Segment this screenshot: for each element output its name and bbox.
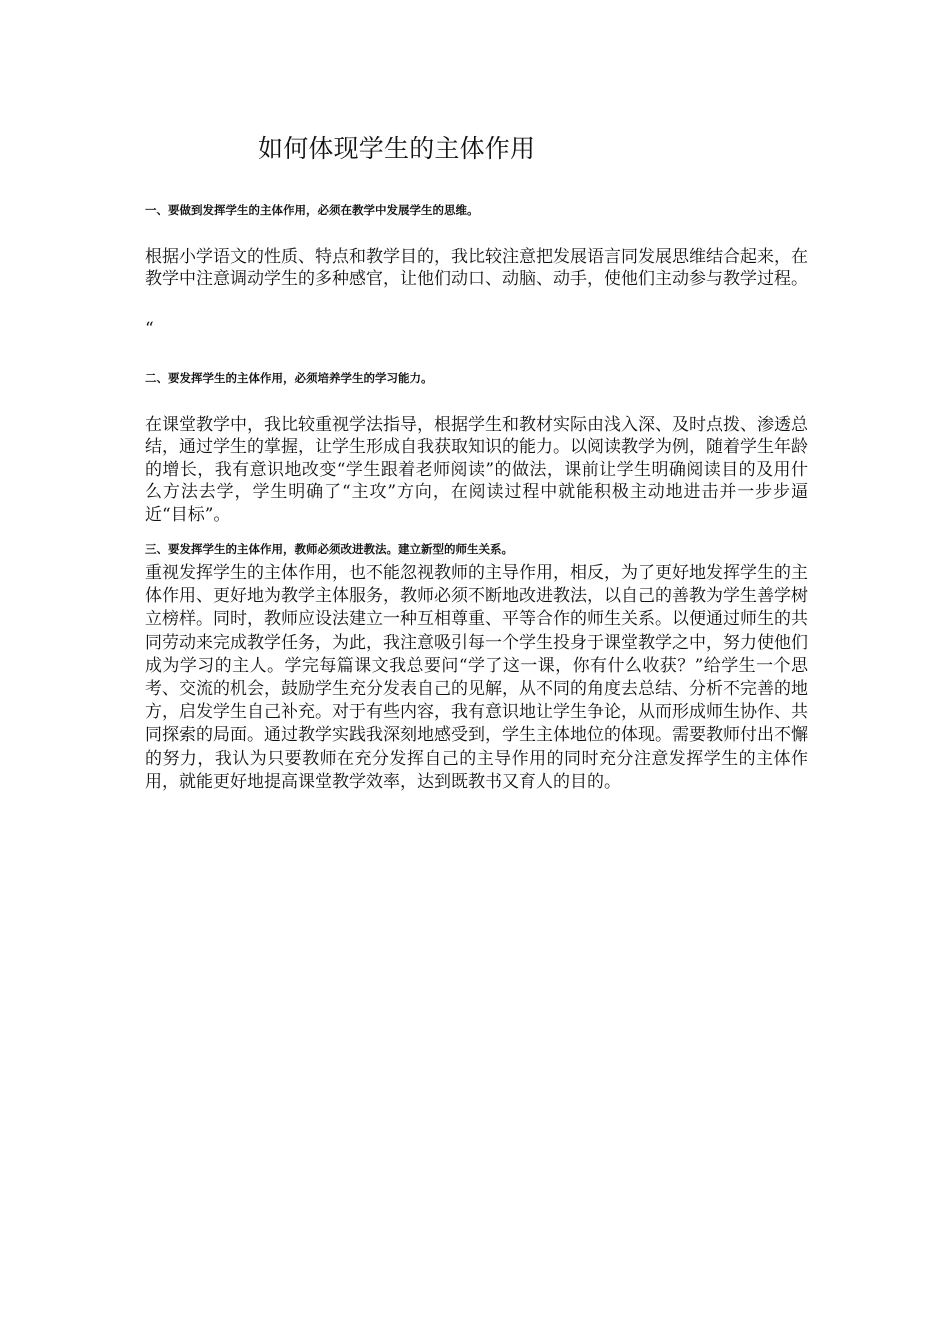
section-paragraph-1: 根据小学语文的性质、特点和教学目的，我比较注意把发展语言同发展思维结合起来，在教学中注意调动学生的多种感官，让他们动口、动脑、动手，使他们主动参与教学过程。 — [145, 247, 808, 290]
section-heading-1: 一、要做到发挥学生的主体作用，必须在教学中发展学生的思维。 — [145, 203, 479, 217]
section-paragraph-2: 在课堂教学中，我比较重视学法指导，根据学生和教材实际由浅入深、及时点拨、渗透总结，通过学生的掌握，让学生形成自我获取知识的能力。以阅读教学为例，随着学生年龄的增长，我有意识地改变“学生跟着老师阅读”的做法，课前让学生明确阅读目的及用什么方法去学，学生明确了“主攻”方向，在阅读过程中就能积极主动地进击并一步步逼近“目标”。 — [145, 415, 808, 525]
stray-quote-mark: “ — [145, 319, 154, 339]
section-heading-3: 三、要发挥学生的主体作用，教师必须改进教法。建立新型的师生关系。 — [145, 542, 513, 556]
section-heading-2: 二、要发挥学生的主体作用，必须培养学生的学习能力。 — [145, 371, 433, 385]
section-paragraph-3: 重视发挥学生的主体作用，也不能忽视教师的主导作用，相反，为了更好地发挥学生的主体作用、更好地为教学主体服务，教师必须不断地改进教法，以自己的善教为学生善学树立榜样。同时，教师应设法建立一种互相尊重、平等合作的师生关系。以便通过师生的共同劳动来完成教学任务，为此，我注意吸引每一个学生投身于课堂教学之中，努力使他们成为学习的主人。学完每篇课文我总要问“学了这一课，你有什么收获？”给学生一个思考、交流的机会，鼓励学生充分发表自己的见解，从不同的角度去总结、分析不完善的地方，启发学生自己补充。对于有些内容，我有意识地让学生争论，从而形成师生协作、共同探索的局面。通过教学实践我深刻地感受到，学生主体地位的体现。需要教师付出不懈的努力，我认为只要教师在充分发挥自己的主导作用的同时充分注意发挥学生的主体作用，就能更好地提高课堂教学效率，达到既教书又育人的目的。 — [145, 563, 808, 792]
document-title: 如何体现学生的主体作用 — [258, 134, 536, 163]
